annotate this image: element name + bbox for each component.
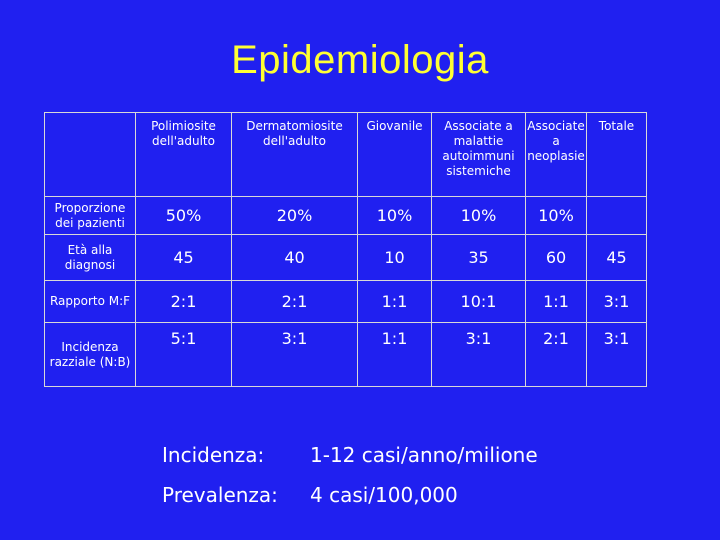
table-cell: 10 (358, 235, 432, 281)
incidence-value: 1-12 casi/anno/milione (310, 443, 538, 467)
table-row (45, 323, 647, 387)
prevalence-value: 4 casi/100,000 (310, 483, 458, 507)
header-cell-autoimmuni: Associate a malattie autoimmuni sistemiche (432, 113, 526, 197)
incidence-label: Incidenza: (162, 443, 265, 467)
table-cell: 1:1 (358, 281, 432, 323)
notes-block (162, 440, 538, 520)
prevalence-label: Prevalenza: (162, 483, 278, 507)
table-cell: 50% (136, 197, 232, 235)
row-label: Età alla diagnosi (45, 235, 136, 281)
header-cell-empty (45, 113, 136, 197)
table-cell: 2:1 (232, 281, 358, 323)
table-cell: 20% (232, 197, 358, 235)
table-cell: 10:1 (432, 281, 526, 323)
epidemiology-table (44, 112, 647, 387)
table-header-row (45, 113, 647, 197)
table-cell: 40 (232, 235, 358, 281)
table-cell: 5:1 (136, 323, 232, 387)
table-cell: 1:1 (526, 281, 587, 323)
header-cell-giovanile: Giovanile (358, 113, 432, 197)
table-cell: 35 (432, 235, 526, 281)
table-cell: 2:1 (136, 281, 232, 323)
table-cell: 10% (526, 197, 587, 235)
header-cell-neoplasie: Associate a neoplasie (526, 113, 587, 197)
table-cell: 1:1 (358, 323, 432, 387)
table-row (45, 281, 647, 323)
table-cell: 3:1 (587, 323, 647, 387)
table-cell (587, 197, 647, 235)
row-label: Incidenza razziale (N:B) (45, 323, 136, 387)
header-cell-dermatomiosite: Dermatomiosite dell'adulto (232, 113, 358, 197)
table-row (45, 197, 647, 235)
table-row (45, 235, 647, 281)
table-cell: 2:1 (526, 323, 587, 387)
table-cell: 3:1 (232, 323, 358, 387)
row-label: Rapporto M:F (45, 281, 136, 323)
incidence-line (162, 440, 538, 480)
table-cell: 60 (526, 235, 587, 281)
table-cell: 45 (136, 235, 232, 281)
header-cell-totale: Totale (587, 113, 647, 197)
table-cell: 3:1 (587, 281, 647, 323)
table-cell: 3:1 (432, 323, 526, 387)
table-cell: 10% (432, 197, 526, 235)
table-cell: 10% (358, 197, 432, 235)
slide-title: Epidemiologia (231, 38, 489, 82)
table-cell: 45 (587, 235, 647, 281)
row-label: Proporzione dei pazienti (45, 197, 136, 235)
prevalence-line (162, 480, 538, 520)
header-cell-polimiosite: Polimiosite dell'adulto (136, 113, 232, 197)
